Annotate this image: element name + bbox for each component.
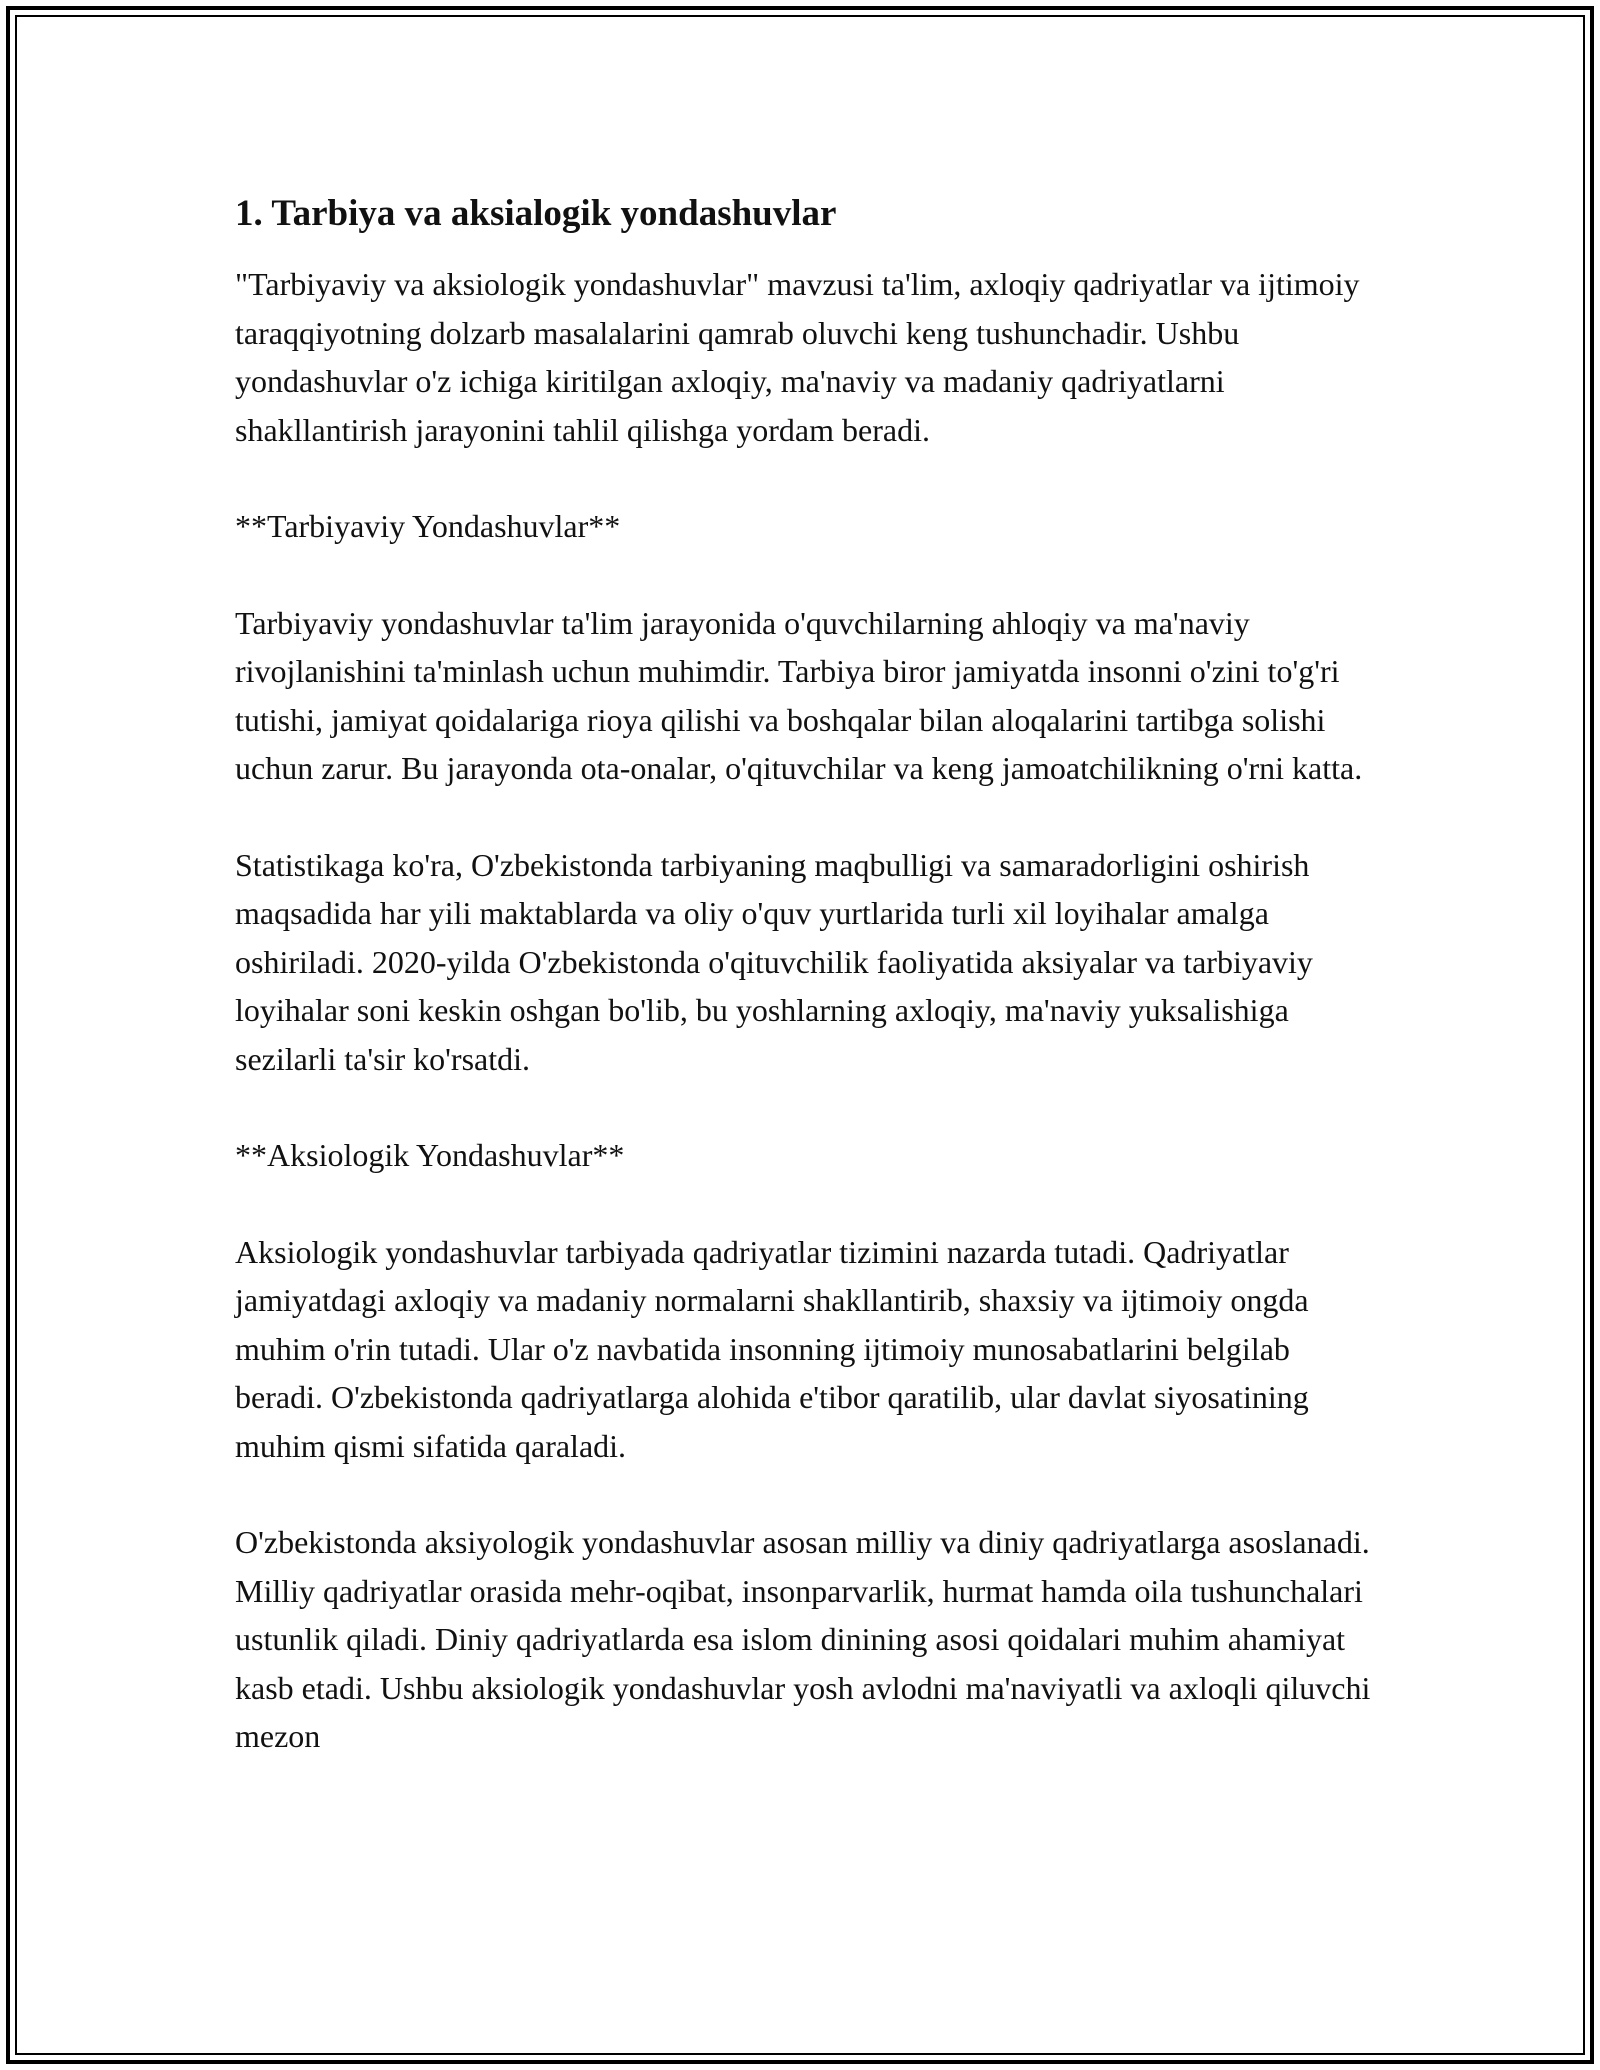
section-heading-aksiologik: **Aksiologik Yondashuvlar**: [235, 1137, 625, 1173]
paragraph-national-values: O'zbekistonda aksiyologik yondashuvlar asosan milliy va diniy qadriyatlarga asoslanadi. Milliy qadriyatlar orasida mehr-oqibat, insonparvarlik, hurmat hamda oila tushunchalari ustunlik qiladi. Diniy qadriyatlarda esa islom dinining asosi qoidalari muhim ahamiyat kasb etadi. Ushbu aksiologik yondashuvlar yosh avlodni ma'naviyatli va axloqli qiluvchi mezon: [235, 1524, 1371, 1754]
paragraph-tarbiyaviy: Tarbiyaviy yondashuvlar ta'lim jarayonida o'quvchilarning ahloqiy va ma'naviy rivojlanishini ta'minlash uchun muhimdir. Tarbiya biror jamiyatda insonni o'zini to'g'ri tutishi, jamiyat qoidalariga rioya qilishi va boshqalar bilan aloqalarini tartibga solishi uchun zarur. Bu jarayonda ota-onalar, o'qituvchilar va keng jamoatchilikning o'rni katta.: [235, 604, 1363, 786]
document-title: 1. Tarbiya va aksialogik yondashuvlar: [235, 193, 837, 234]
document-body: [235, 188, 1385, 1761]
paragraph-aksiologik: Aksiologik yondashuvlar tarbiyada qadriyatlar tizimini nazarda tutadi. Qadriyatlar jamiyatdagi axloqiy va madaniy normalarni shakllantirib, shaxsiy va ijtimoiy ongda muhim o'rin tutadi. Ular o'z navbatida insonning ijtimoiy munosabatlarini belgilab beradi. O'zbekistonda qadriyatlarga alohida e'tibor qaratilib, ular davlat siyosatining muhim qismi sifatida qaraladi.: [235, 1233, 1309, 1464]
paragraph-statistics: Statistikaga ko'ra, O'zbekistonda tarbiyaning maqbulligi va samaradorligini oshirish maqsadida har yili maktablarda va oliy o'quv yurtlarida turli xil loyihalar amalga oshiriladi. 2020-yilda O'zbekistonda o'qituvchilik faoliyatida aksiyalar va tarbiyaviy loyihalar soni keskin oshgan bo'lib, bu yoshlarning axloqiy, ma'naviy yuksalishiga sezilarli ta'sir ko'rsatdi.: [235, 846, 1313, 1077]
paragraph-intro: "Tarbiyaviy va aksiologik yondashuvlar" mavzusi ta'lim, axloqiy qadriyatlar va ijtimoiy taraqqiyotning dolzarb masalalarini qamrab oluvchi keng tushunchadir. Ushbu yondashuvlar o'z ichiga kiritilgan axloqiy, ma'naviy va madaniy qadriyatlarni shakllantirish jarayonini tahlil qilishga yordam beradi.: [235, 266, 1360, 448]
section-heading-tarbiyaviy: **Tarbiyaviy Yondashuvlar**: [235, 508, 621, 544]
